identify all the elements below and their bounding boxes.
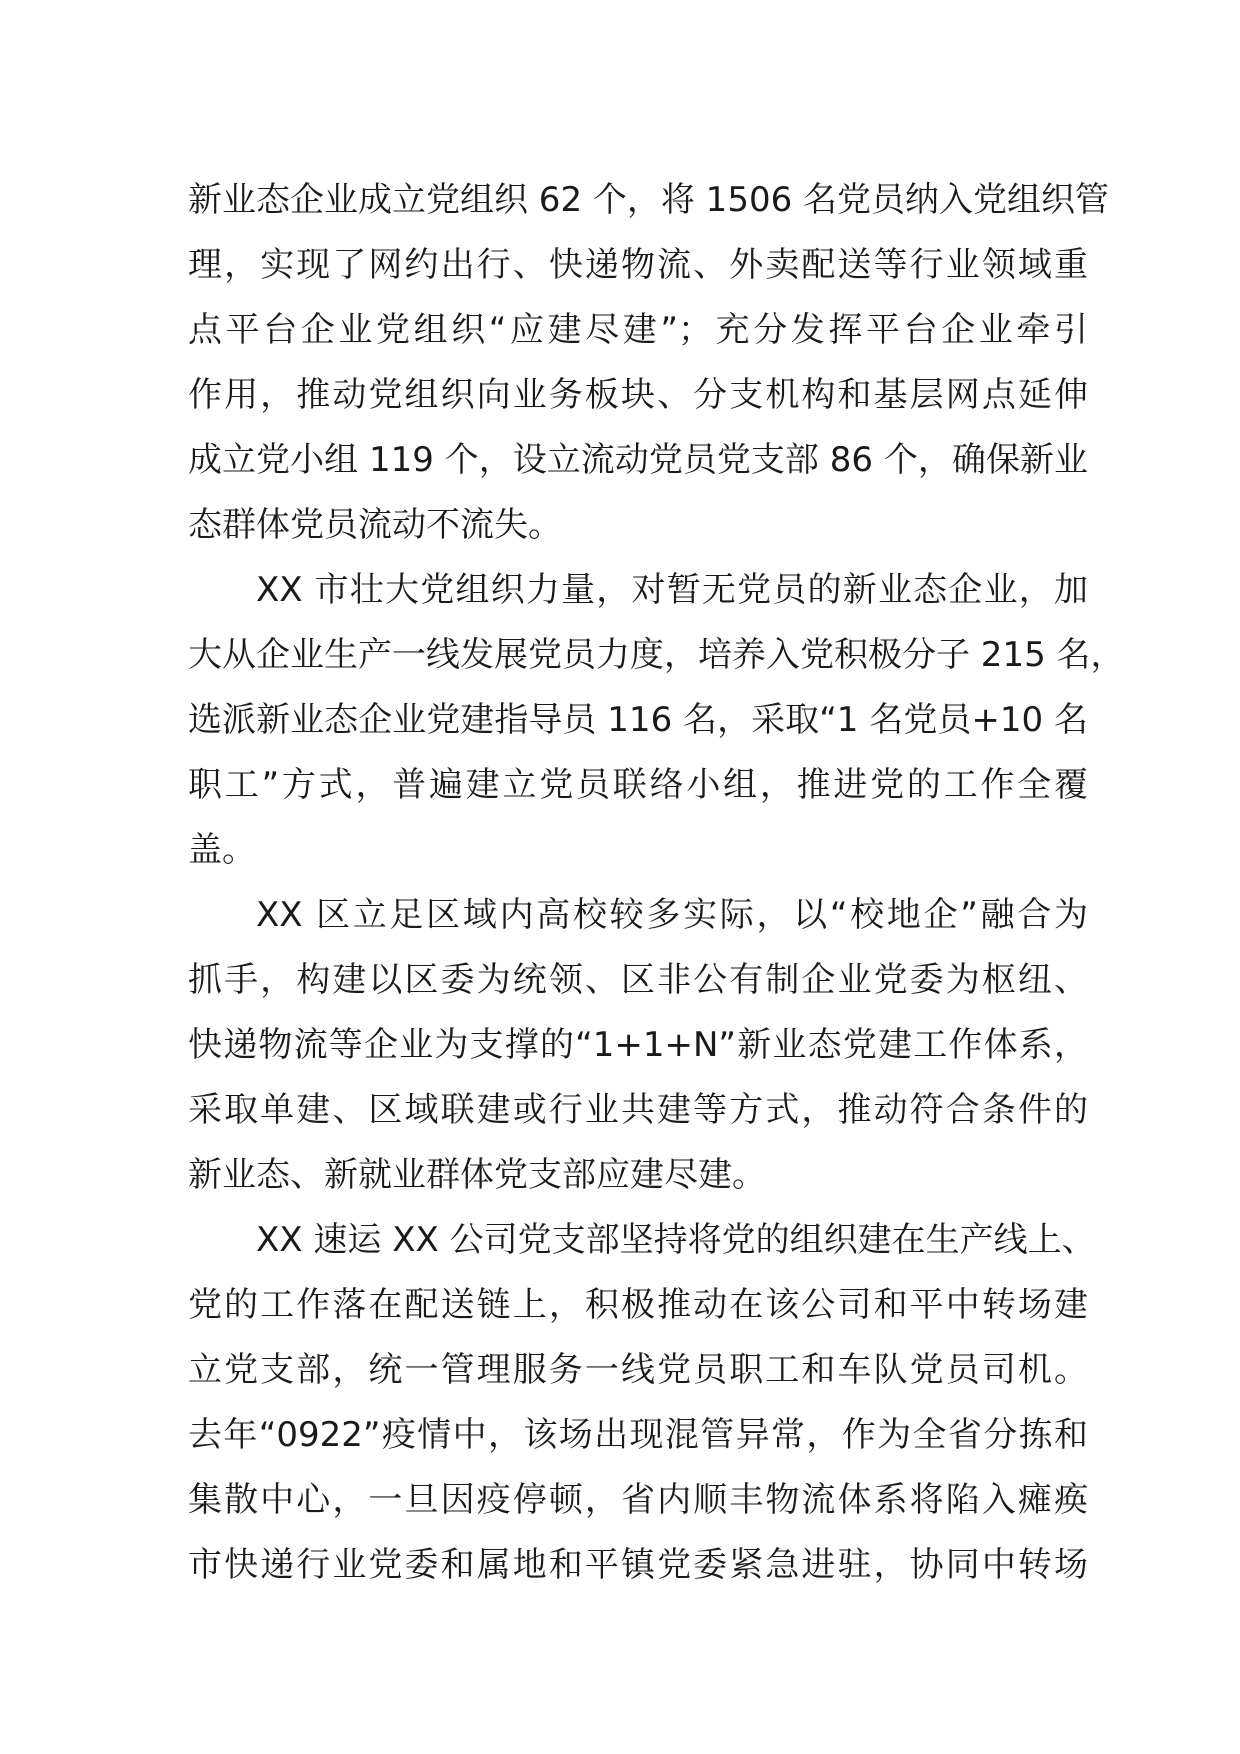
- paragraph-4-line-3: 立党支部，统一管理服务一线党员职工和车队党员司机。: [188, 1350, 1088, 1390]
- paragraph-3-line-1: XX 区立足区域内高校较多实际，以“校地企”融合为: [256, 895, 1088, 935]
- paragraph-2-line-4: 职工”方式，普遍建立党员联络小组，推进党的工作全覆: [188, 765, 1088, 805]
- paragraph-1-line-4: 作用，推动党组织向业务板块、分支机构和基层网点延伸: [188, 375, 1088, 415]
- paragraph-3-line-3: 快递物流等企业为支撑的“1+1+N”新业态党建工作体系，: [188, 1025, 1088, 1065]
- paragraph-1-line-3: 点平台企业党组织“应建尽建”；充分发挥平台企业牵引: [188, 310, 1088, 350]
- paragraph-1-line-5: 成立党小组 119 个，设立流动党员党支部 86 个，确保新业: [188, 440, 1088, 480]
- paragraph-4-line-4: 去年“0922”疫情中，该场出现混管异常，作为全省分拣和: [188, 1415, 1088, 1455]
- paragraph-3-line-2: 抓手，构建以区委为统领、区非公有制企业党委为枢纽、: [188, 960, 1088, 1000]
- paragraph-1-line-6: 态群体党员流动不流失。: [188, 505, 562, 545]
- paragraph-4-line-5: 集散中心，一旦因疫停顿，省内顺丰物流体系将陷入瘫痪: [188, 1480, 1088, 1520]
- paragraph-1-line-2: 理，实现了网约出行、快递物流、外卖配送等行业领域重: [188, 245, 1088, 285]
- paragraph-3-line-4: 采取单建、区域联建或行业共建等方式，推动符合条件的: [188, 1090, 1088, 1130]
- paragraph-4-line-6: 市快递行业党委和属地和平镇党委紧急进驻，协同中转场: [188, 1545, 1088, 1585]
- document-body: [188, 168, 1125, 1598]
- paragraph-2-line-3: 选派新业态企业党建指导员 116 名，采取“1 名党员+10 名: [188, 700, 1088, 740]
- paragraph-3-line-5: 新业态、新就业群体党支部应建尽建。: [188, 1155, 766, 1195]
- paragraph-2-line-2: 大从企业生产一线发展党员力度，培养入党积极分子 215 名，: [188, 635, 1125, 675]
- paragraph-4-line-1: XX 速运 XX 公司党支部坚持将党的组织建在生产线上、: [256, 1220, 1096, 1260]
- paragraph-4-line-2: 党的工作落在配送链上，积极推动在该公司和平中转场建: [188, 1285, 1088, 1325]
- paragraph-2-line-5: 盖。: [188, 830, 256, 870]
- paragraph-1-line-1: 新业态企业成立党组织 62 个，将 1506 名党员纳入党组织管: [188, 180, 1110, 220]
- paragraph-2-line-1: XX 市壮大党组织力量，对暂无党员的新业态企业，加: [256, 570, 1088, 610]
